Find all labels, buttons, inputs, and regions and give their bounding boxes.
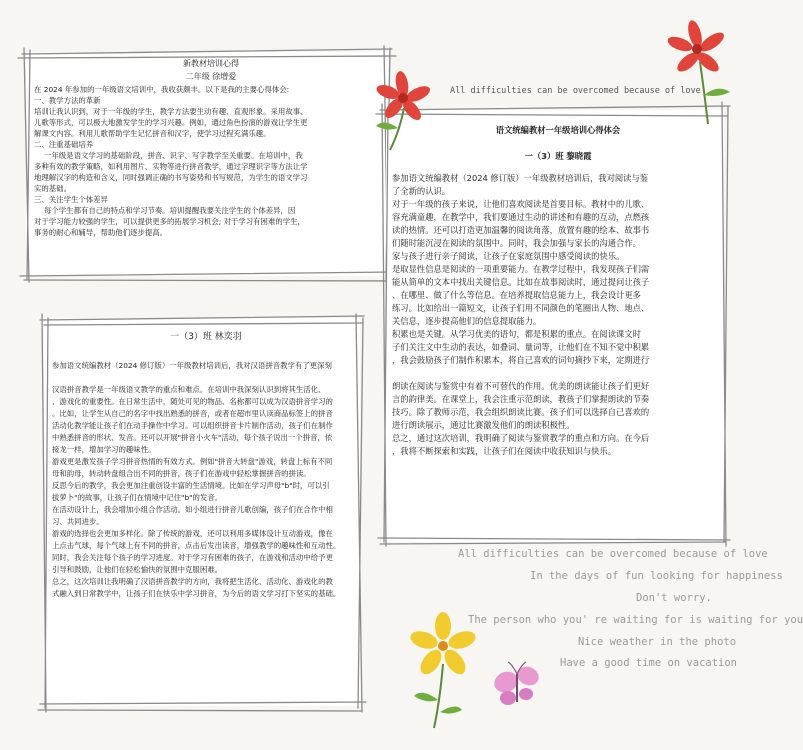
quote-line: Have a good time on vacation: [560, 657, 738, 669]
quote-line: Don't worry.: [636, 592, 712, 604]
butterfly-icon: [491, 662, 542, 705]
yellow-flower-icon: [408, 612, 478, 728]
doc3-line: 、在哪里、做了什么等信息。在培养提取信息能力上，我会设计更多: [392, 290, 641, 300]
doc2-line: 汉语拼音教学是一年级语文教学的重点和难点。在培训中我深刻认识到将其生活化、: [52, 385, 326, 394]
doc3-line: 技巧。除了教师示范，我会组织朗读比赛。孩子们可以选择自己喜欢的: [392, 407, 650, 417]
doc3-line: 朗读在阅读与鉴赏中有着不可替代的作用。优美的朗读能让孩子们更好: [392, 381, 650, 391]
doc2-line: 。比如，让学生从自己的名字中找出熟悉的拼音，或者在超市里认读商品标签上的拼音: [52, 409, 333, 418]
doc1-author: 二年级 徐增爱: [185, 72, 237, 81]
doc2-line: 中熟悉拼音的形状、发音。还可以开展"拼音小火车"活动，每个孩子说出一个拼音，依: [52, 433, 333, 442]
doc1-line: 实的基础。: [34, 184, 71, 193]
doc1-line: 解课文内容。利用儿歌帮助学生记忆拼音和汉字，使学习过程充满乐趣。: [34, 129, 271, 138]
quote-line: In the days of fun looking for happiness: [530, 570, 783, 582]
doc3-subtitle: 一（3）班 黎晓霞: [524, 151, 592, 161]
doc3-line: 容充满童趣，在教学中，我们要通过生动的讲述和有趣的互动，点燃孩: [392, 212, 650, 222]
doc2-title: 一（3）班 林奕羽: [170, 332, 242, 342]
doc2-line: 母和韵母，转动转盘组合出不同的拼音，孩子们在游戏中轻松掌握拼音的拼读。: [52, 469, 311, 478]
doc2-line: 接龙一样，增加学习的趣味性。: [52, 445, 156, 454]
doc2-line: 式融入到日常教学中，让孩子们在快乐中学习拼音，为今后的语文学习打下坚实的基础。: [52, 589, 341, 598]
doc3-line: 们随时能沉浸在阅读的氛围中。同时，我会加强与家长的沟通合作。: [392, 238, 641, 248]
doc2-line: 反思今后的教学，我会更加注重创设丰富的生活情境。比如在学习声母"b"时，可以引: [52, 481, 330, 490]
doc3-line: 是取显性信息是阅读的一项重要能力。在教学过程中，我发现孩子们需: [392, 264, 650, 274]
doc3-line: 对于一年级的孩子来说，让他们喜欢阅读是首要目标。教材中的儿歌、: [392, 199, 650, 209]
doc3-line: ，我会鼓励孩子们制作积累本，将自己喜欢的词句摘抄下来，定期进行: [392, 355, 650, 365]
doc2-line: 活动化教学能让孩子们在动手操作中学习。可以组织拼音卡片制作活动，孩子们在制作: [52, 421, 333, 430]
doc2-line: 习、共同进步。: [52, 517, 104, 526]
doc1-line: 每个学生都有自己的特点和学习节奏。培训提醒我要关注学生的个体差异，因: [44, 206, 296, 215]
doc1-line: 培训让我认识到，对于一年级的学生，教学方法要生动有趣、直观形象。采用故事、: [34, 107, 308, 116]
doc1-line: 对于学习能力较强的学生，可以提供更多的拓展学习机会; 对于学习有困难的学生，: [34, 217, 305, 226]
doc2-line: 引导和鼓励，让他们在轻松愉快的氛围中克服困难。: [52, 565, 222, 574]
quote-line: Nice weather in the photo: [578, 636, 737, 648]
doc3-line: 子们关注文中生动的表达，如叠词、量词等，让他们在不知不觉中积累: [392, 342, 650, 352]
doc1-title: 新教材培训心得: [183, 59, 239, 68]
doc3-line: ，我将不断探索和实践，让孩子们在阅读中收获知识与快乐。: [392, 446, 617, 456]
doc3-line: 练习。比如给出一篇短文，让孩子们用不同颜色的笔圈出人物、地点、: [392, 303, 650, 313]
doc3-header-note: All difficulties can be overcomed because of love: [450, 86, 701, 96]
doc2-line: 游戏的选择也会更加多样化。除了传统的游戏，还可以利用多媒体设计互动游戏，像在: [52, 529, 333, 538]
quote-line: The person who you' re waiting for is waiting for you: [468, 614, 803, 626]
doc2-line: 、游戏化的重要性。在日常生活中，随处可见的物品、名称都可以成为汉语拼音学习的: [52, 397, 333, 406]
doc3-line: 总之，通过这次培训，我明确了阅读与鉴赏教学的重点和方向。在今后: [392, 433, 650, 443]
doc1-line: 一、教学方法的革新: [34, 96, 101, 105]
red-flower-icon: [375, 70, 433, 150]
doc3-title: 语文统编教材一年级培训心得体会: [495, 125, 621, 135]
doc3-line: 读的热情。还可以打造更加温馨的阅读角落，放置有趣的绘本、故事书: [392, 225, 650, 235]
doc1-line: 地理解汉字的构造和含义，同时强调正确的书写姿势和书写规范，为学生的语文学习: [34, 173, 308, 182]
red-flower-icon: [666, 19, 730, 124]
doc1-line: 在 2024 年参加的一年级语文培训中，我收获颇丰。以下是我的主要心得体会:: [34, 85, 290, 94]
doc1-line: 事务的耐心和辅导，帮助他们逐步提高。: [34, 228, 168, 237]
doc3-line: 积累也是关键。从学习优美的语句，都是积累的重点。在阅读课文时: [392, 329, 641, 339]
doc3-line: 参加语文统编教材（2024 修订版）一年级教材培训后，我对阅读与鉴: [392, 173, 649, 183]
doc3-line: 言的韵律美。在课堂上，我会注重示范朗读，教孩子们掌握朗读的节奏: [392, 394, 650, 404]
doc1-line: 三、关注学生个体差异: [34, 195, 108, 204]
doc3-line: 进行朗读展示，通过比赛激发他们的朗读积极性。: [392, 420, 575, 430]
doc2-line: 同时，我会关注每个孩子的学习进度。对于学习有困难的孩子，在游戏和活动中给予更: [52, 553, 333, 562]
quote-line: All difficulties can be overcomed because of love: [458, 548, 768, 560]
doc2-line: 参加语文统编教材（2024 修订版）一年级教材培训后，我对汉语拼音教学有了更深刻: [52, 361, 332, 370]
doc2-line: 拔萝卜"的故事，让孩子们在情境中记住"b"的发音。: [52, 493, 223, 502]
doc1-line: 多种有效的教学策略，如利用图片、实物等进行拼音教学，通过字理识字等方法让学: [34, 162, 308, 171]
doc3-line: 家与孩子进行亲子阅读，让孩子在家庭氛围中感受阅读的快乐。: [392, 251, 625, 261]
doc3-line: 能从简单的文本中找出关键信息。比如在故事阅读时，通过提问让孩子: [392, 277, 650, 287]
doc2-line: 上点击气球，每个气球上有不同的拼音，点击后发出读音，增强教学的趣味性和互动性。: [52, 541, 341, 550]
doc1-line: 一年级是语文学习的基础阶段，拼音、识字、写字教学至关重要。在培训中，我: [44, 151, 303, 160]
doc1-line: 儿歌等形式，可以极大地激发学生的学习兴趣。例如，通过角色扮演的游戏让学生更: [34, 118, 308, 127]
doc2-line: 总之，这次培训让我明确了汉语拼音教学的方向，我将把生活化、活动化、游戏化的教: [52, 577, 333, 586]
doc3-line: 了全新的认识。: [392, 186, 451, 196]
doc1-line: 二、注重基础培养: [34, 140, 94, 149]
doc3-line: 关信息，逐步提高他们的信息提取能力。: [392, 316, 542, 326]
doc2-line: 在活动设计上，我会增加小组合作活动。如小组进行拼音儿歌创编，孩子们在合作中相: [52, 505, 333, 514]
doc2-line: 游戏更是激发孩子学习拼音热情的有效方式。例如"拼音大转盘"游戏，转盘上标有不同: [52, 457, 333, 466]
